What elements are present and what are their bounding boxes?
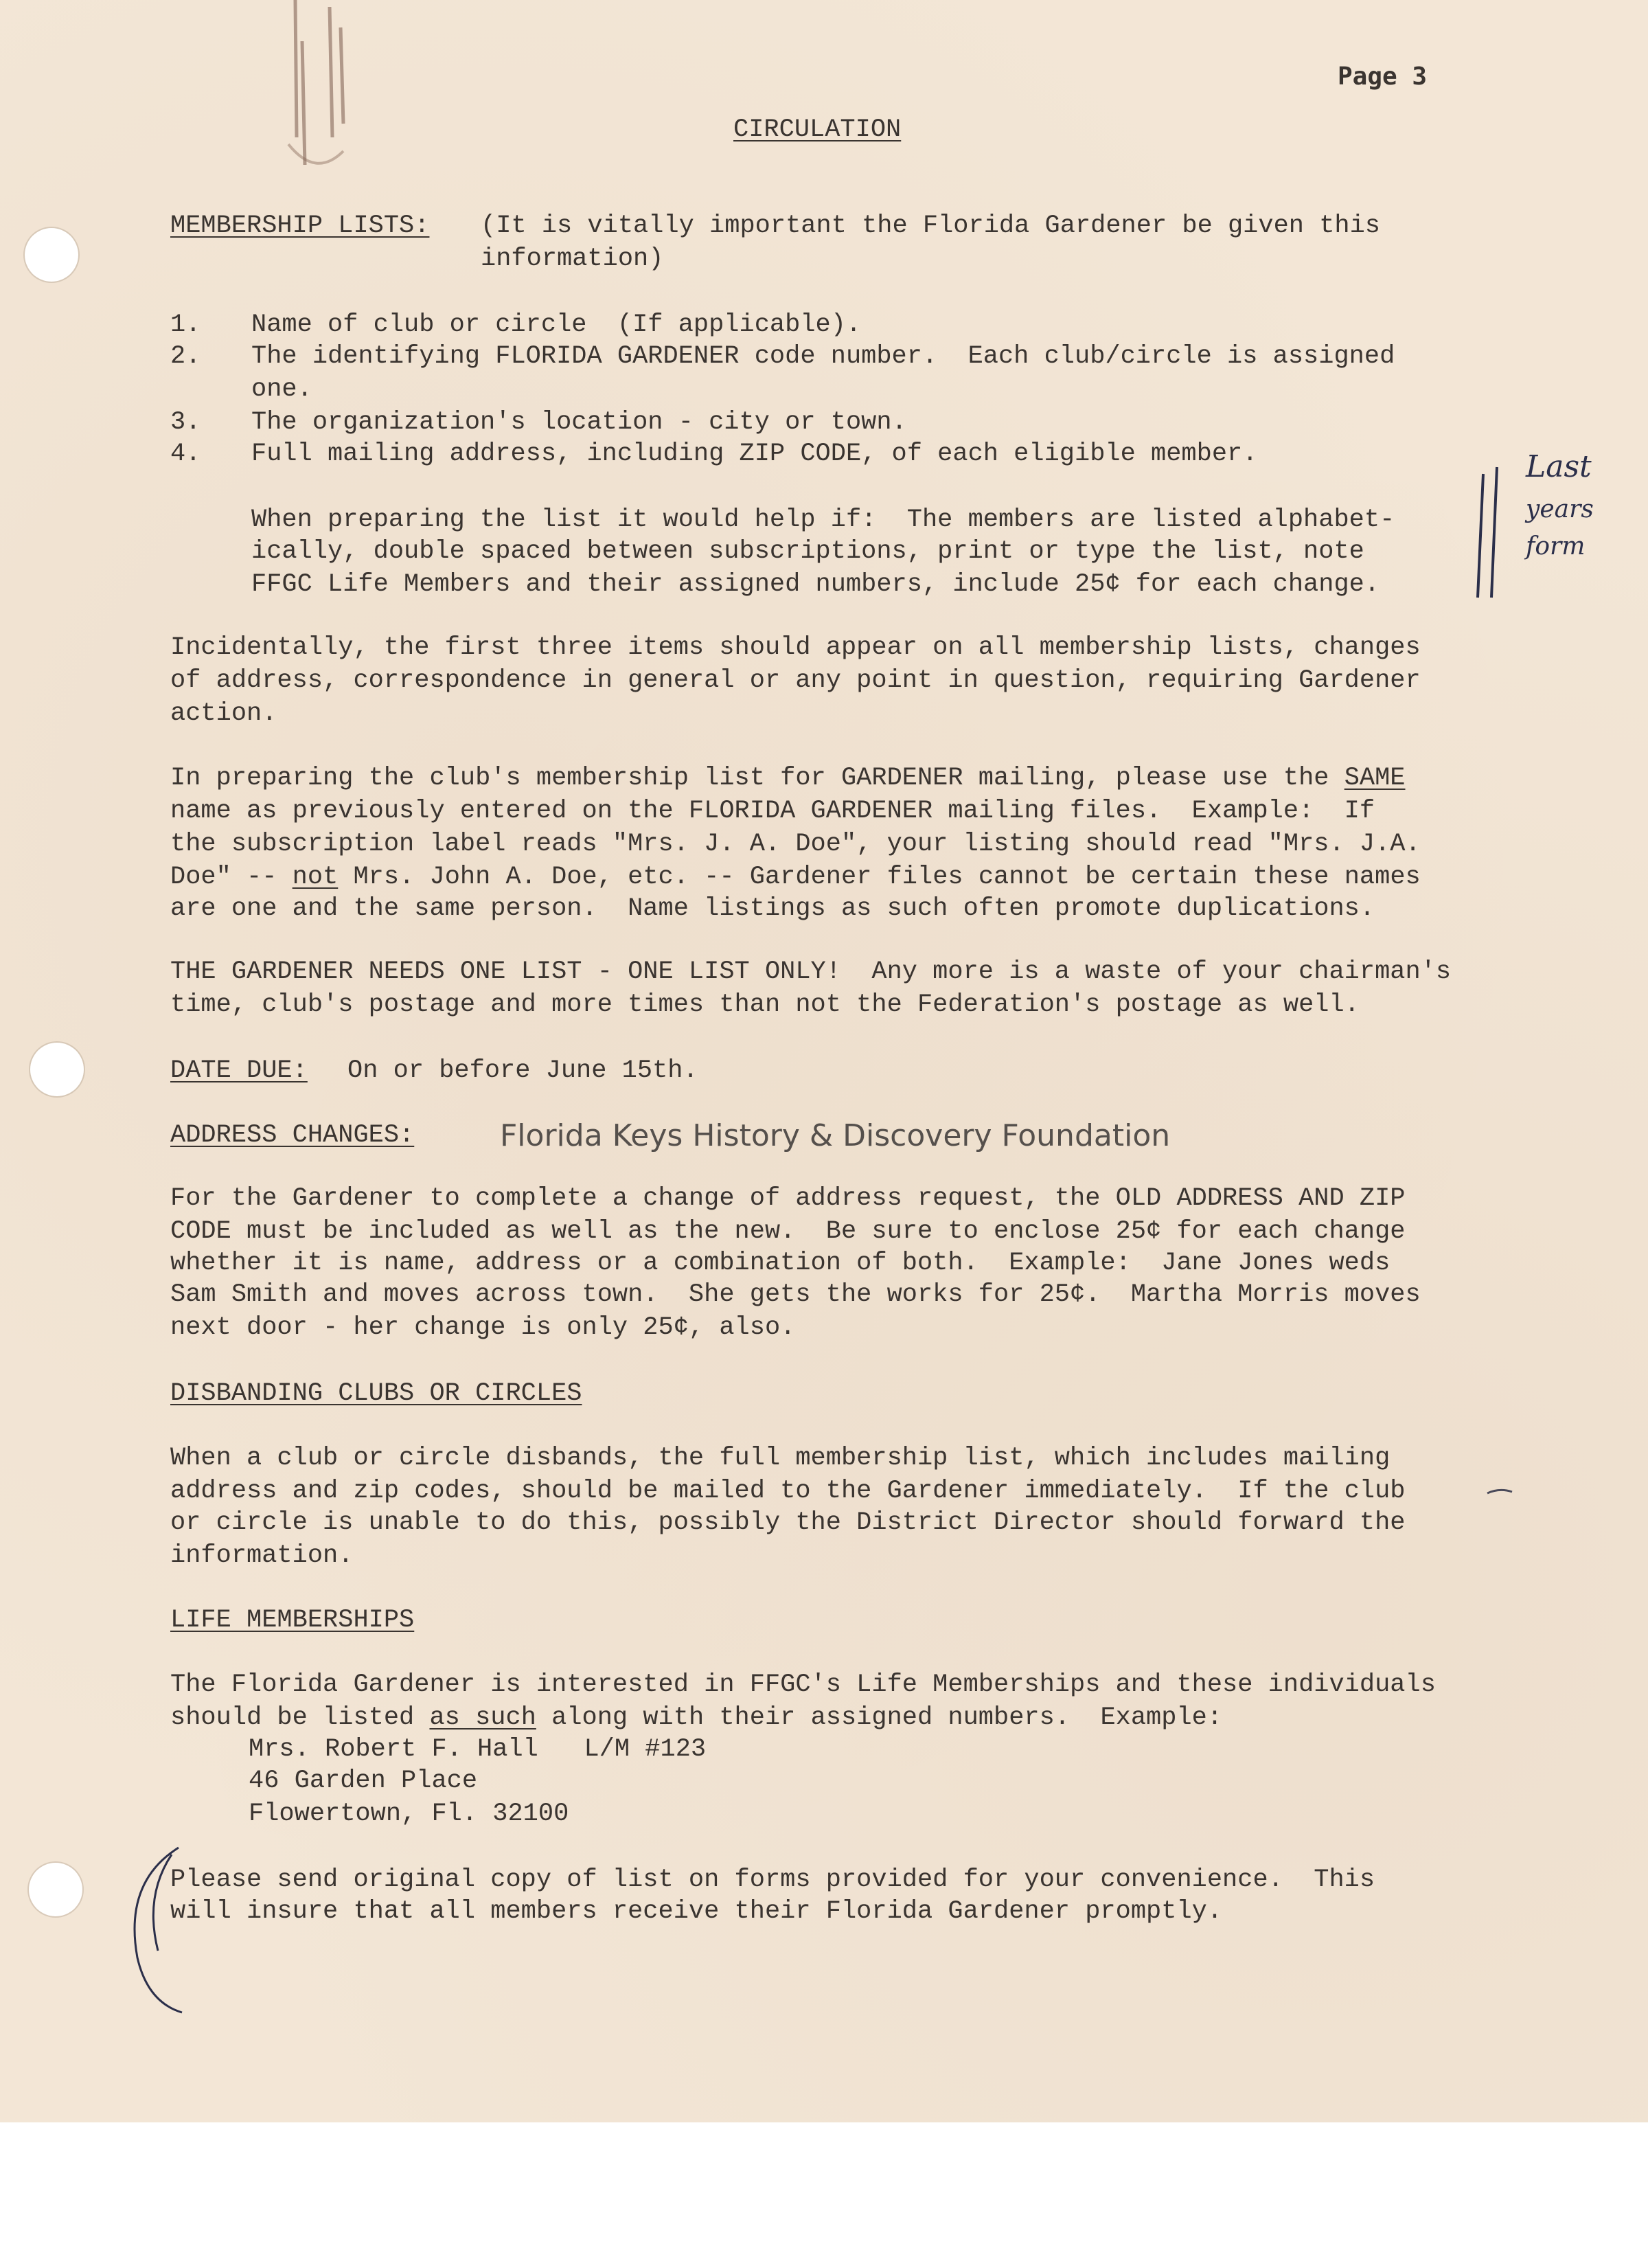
item-text: The organization's location - city or town. [251,408,907,437]
date-due-label: DATE DUE: [170,1056,308,1085]
life-line [170,1702,1222,1734]
foundation-watermark: Florida Keys History & Discovery Foundation [500,1118,1171,1153]
disbanding-heading: DISBANDING CLUBS OR CIRCLES [170,1379,582,1408]
example-address-line: 46 Garden Place [249,1767,478,1795]
one-list-line: THE GARDENER NEEDS ONE LIST - ONE LIST ONLY! Any more is a waste of your chairman's [170,957,1452,986]
life-text: along with their assigned numbers. Example: [536,1703,1223,1732]
item-number: 1. [170,310,201,339]
example-address-line: Flowertown, Fl. 32100 [249,1800,569,1828]
disbanding-line: or circle is unable to do this, possibly the District Director should forward the [170,1508,1406,1537]
closing-line: will insure that all members receive their Florida Gardener promptly. [170,1897,1223,1926]
preparing-text: In preparing the club's membership list for GARDENER mailing, please use the [170,764,1344,793]
life-heading: LIFE MEMBERSHIPS [170,1606,415,1635]
incidentally-line: action. [170,699,277,728]
preparing-line: name as previously entered on the FLORIDA GARDENER mailing files. Example: If [170,797,1375,826]
life-text: should be listed [170,1703,430,1732]
margin-bracket-icon [1474,460,1508,604]
punch-hole-bottom [29,1863,82,1916]
membership-note-line2: information) [481,245,664,273]
disbanding-line: When a club or circle disbands, the full membership list, which includes mailing [170,1444,1390,1473]
disbanding-line: information. [170,1541,354,1570]
emphasis-not: not [292,863,339,892]
punch-hole-top [25,228,78,282]
item-number: 4. [170,440,201,468]
address-line: CODE must be included as well as the new. Be sure to enclose 25¢ for each change [170,1217,1406,1246]
preparing-line: the subscription label reads "Mrs. J. A. Doe", your listing should read "Mrs. J.A. [170,830,1421,859]
prep-line: When preparing the list it would help if: The members are listed alphabet- [251,506,1395,534]
preparing-text: Doe" -- [170,863,293,892]
membership-note-line1: (It is vitally important the Florida Gardener be given this [481,212,1381,240]
prep-line: ically, double spaced between subscriptions, print or type the list, note [251,537,1364,566]
example-address-line: Mrs. Robert F. Hall L/M #123 [249,1735,707,1764]
handwritten-note-line: years [1526,495,1594,523]
punch-hole-middle [30,1043,84,1096]
item-text-continued: one. [251,375,312,404]
handwritten-note-line: form [1526,532,1586,560]
emphasis-as-such: as such [429,1703,536,1732]
date-due-text: On or before June 15th. [347,1056,698,1085]
page-number: Page 3 [1338,63,1428,91]
address-line: next door - her change is only 25¢, also. [170,1313,796,1342]
membership-heading: MEMBERSHIP LISTS: [170,212,430,240]
preparing-text: Mrs. John A. Doe, etc. -- Gardener files cannot be certain these names [338,863,1421,892]
item-text: Name of club or circle (If applicable). [251,310,862,339]
one-list-line: time, club's postage and more times than not the Federation's postage as well. [170,990,1360,1019]
preparing-line [170,762,1406,795]
address-line: For the Gardener to complete a change of address request, the OLD ADDRESS AND ZIP [170,1184,1406,1213]
prep-line: FFGC Life Members and their assigned numbers, include 25¢ for each change. [251,570,1380,599]
item-text: Full mailing address, including ZIP CODE, of each eligible member. [251,440,1258,468]
item-number: 2. [170,342,201,371]
life-line: The Florida Gardener is interested in FFGC's Life Memberships and these individuals [170,1670,1436,1699]
address-line: Sam Smith and moves across town. She gets the works for 25¢. Martha Morris moves [170,1280,1421,1309]
preparing-line: are one and the same person. Name listings as such often promote duplications. [170,894,1375,923]
address-line: whether it is name, address or a combination of both. Example: Jane Jones weds [170,1249,1390,1278]
preparing-line [170,861,1421,894]
disbanding-line: address and zip codes, should be mailed to the Gardener immediately. If the club [170,1477,1406,1506]
address-changes-label: ADDRESS CHANGES: [170,1121,415,1150]
item-text: The identifying FLORIDA GARDENER code number. Each club/circle is assigned [251,342,1395,371]
closing-line: Please send original copy of list on forms provided for your convenience. This [170,1866,1375,1894]
page-title: CIRCULATION [733,115,902,144]
handwritten-note-line: Last [1526,449,1592,484]
incidentally-line: Incidentally, the first three items should appear on all membership lists, changes [170,633,1421,662]
incidentally-line: of address, correspondence in general or any point in question, requiring Gardener [170,666,1421,695]
staple-mark-icon [275,0,371,199]
dash-mark-icon [1486,1488,1513,1496]
emphasis-same: SAME [1344,764,1406,793]
item-number: 3. [170,408,201,437]
